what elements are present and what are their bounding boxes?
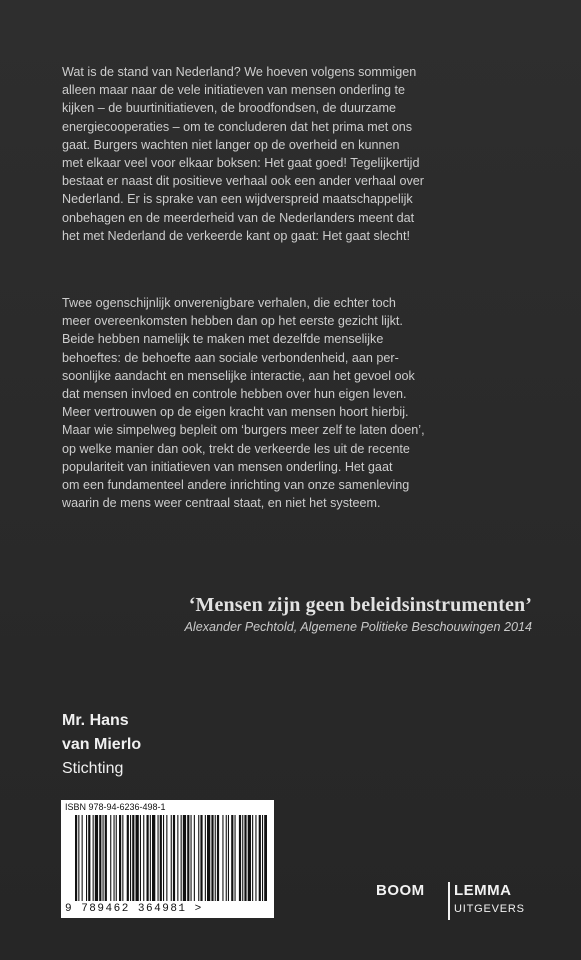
text-line: dat mensen invloed en controle hebben over hun eigen leven. xyxy=(62,387,407,402)
barcode-number: 9 789462 364981 > xyxy=(65,903,203,915)
barcode-icon xyxy=(75,815,267,901)
text-line: alleen maar naar de vele initiatieven van mensen onderling te xyxy=(62,83,406,98)
foundation-name-line3: Stichting xyxy=(62,760,124,777)
quote-attribution: Alexander Pechtold, Algemene Politieke Beschouwingen 2014 xyxy=(184,620,532,634)
foundation-name-line2: van Mierlo xyxy=(62,736,142,753)
second-paragraph xyxy=(62,294,532,512)
text-line: het met Nederland de verkeerde kant op gaat: Het gaat slecht! xyxy=(62,228,410,243)
text-line: om een fundamenteel andere inrichting van onze samenleving xyxy=(62,478,410,493)
pull-quote: ‘Mensen zijn geen beleidsinstrumenten’ xyxy=(188,594,532,616)
intro-paragraph xyxy=(62,63,532,245)
publisher-uitgevers: UITGEVERS xyxy=(454,903,525,915)
text-line: meer overeenkomsten hebben dan op het eerste gezicht lijkt. xyxy=(62,314,403,329)
text-line: Wat is de stand van Nederland? We hoeven volgens sommigen xyxy=(62,65,417,79)
text-line: Beide hebben namelijk te maken met dezelfde menselijke xyxy=(62,332,384,347)
publisher-divider xyxy=(448,882,450,920)
text-line: gaat. Burgers wachten niet langer op de overheid en kunnen xyxy=(62,137,400,152)
text-line: energiecooperaties – om te concluderen dat het prima met ons xyxy=(62,119,413,134)
isbn-barcode xyxy=(61,800,274,918)
foundation-logo xyxy=(62,709,141,781)
text-line: populariteit van initiatieven van mensen onderling. Het gaat xyxy=(62,459,393,474)
text-line: Meer vertrouwen op de eigen kracht van mensen hoort hierbij. xyxy=(62,405,409,420)
text-line: onbehagen en de meerderheid van de Nederlanders meent dat xyxy=(62,210,415,225)
text-line: waarin de mens weer centraal staat, en niet het systeem. xyxy=(62,496,381,511)
text-line: Twee ogenschijnlijk onverenigbare verhalen, die echter toch xyxy=(62,296,396,310)
foundation-name-line1: Mr. Hans xyxy=(62,712,129,729)
text-line: behoeftes: de behoefte aan sociale verbondenheid, aan per- xyxy=(62,350,399,365)
isbn-label: ISBN 978-94-6236-498-1 xyxy=(65,802,166,812)
text-line: Maar wie simpelweg bepleit om ‘burgers meer zelf te laten doen’, xyxy=(62,423,425,438)
publisher-boom: BOOM xyxy=(376,882,425,899)
text-line: bestaat er naast dit positieve verhaal ook een ander verhaal over xyxy=(62,174,424,189)
text-line: Nederland. Er is sprake van een wijdverspreid maatschappelijk xyxy=(62,192,413,207)
text-line: soonlijke aandacht en menselijke interactie, aan het gevoel ook xyxy=(62,368,415,383)
text-line: kijken – de buurtinitiatieven, de broodfondsen, de duurzame xyxy=(62,101,396,116)
publisher-lemma: LEMMA xyxy=(454,882,512,899)
text-line: op welke manier dan ook, trekt de verkeerde les uit de recente xyxy=(62,441,410,456)
text-line: met elkaar veel voor elkaar boksen: Het gaat goed! Tegelijkertijd xyxy=(62,156,420,171)
